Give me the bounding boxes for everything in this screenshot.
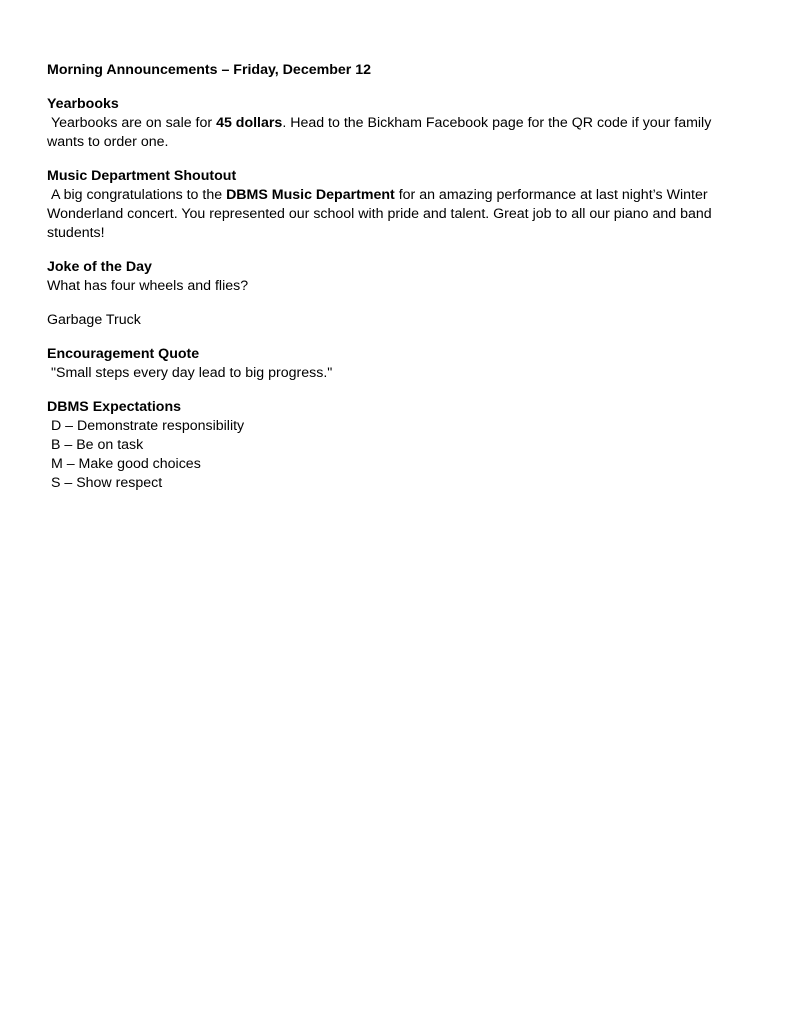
- expectation-item-m: M – Make good choices: [47, 456, 201, 472]
- music-heading: Music Department Shoutout: [47, 168, 237, 184]
- quote-section: [47, 345, 737, 383]
- expectations-section: [47, 398, 737, 493]
- yearbooks-text-before: Yearbooks are on sale for: [47, 115, 217, 131]
- music-section: [47, 167, 737, 243]
- music-paragraph: [47, 186, 737, 243]
- expectation-item-b: B – Be on task: [47, 437, 144, 453]
- expectation-item-s: S – Show respect: [47, 475, 163, 491]
- yearbooks-price: 45 dollars: [216, 115, 283, 131]
- music-text-after: for an amazing performance at last night’s Winter Wonderland concert. You represented our school with pride and talent. Great job to all our piano and band students!: [47, 187, 716, 241]
- joke-heading: Joke of the Day: [47, 259, 152, 275]
- document-page: [47, 61, 737, 508]
- document-title: Morning Announcements – Friday, December 12: [47, 62, 372, 78]
- joke-spacer: [47, 296, 737, 311]
- expectations-heading: DBMS Expectations: [47, 399, 182, 415]
- yearbooks-text-after: . Head to the Bickham Facebook page for the QR code if your family wants to order one.: [47, 115, 712, 150]
- quote-heading: Encouragement Quote: [47, 346, 200, 362]
- joke-question: What has four wheels and flies?: [47, 278, 249, 294]
- music-text-before: A big congratulations to the: [47, 187, 227, 203]
- expectations-list: [47, 417, 737, 493]
- yearbooks-paragraph: [47, 114, 737, 152]
- joke-section: [47, 258, 737, 330]
- yearbooks-section: [47, 95, 737, 152]
- music-department-name: DBMS Music Department: [226, 187, 395, 203]
- yearbooks-heading: Yearbooks: [47, 96, 119, 112]
- expectation-item-d: D – Demonstrate responsibility: [47, 418, 245, 434]
- quote-text: "Small steps every day lead to big progress.": [47, 365, 333, 381]
- joke-answer: Garbage Truck: [47, 312, 141, 328]
